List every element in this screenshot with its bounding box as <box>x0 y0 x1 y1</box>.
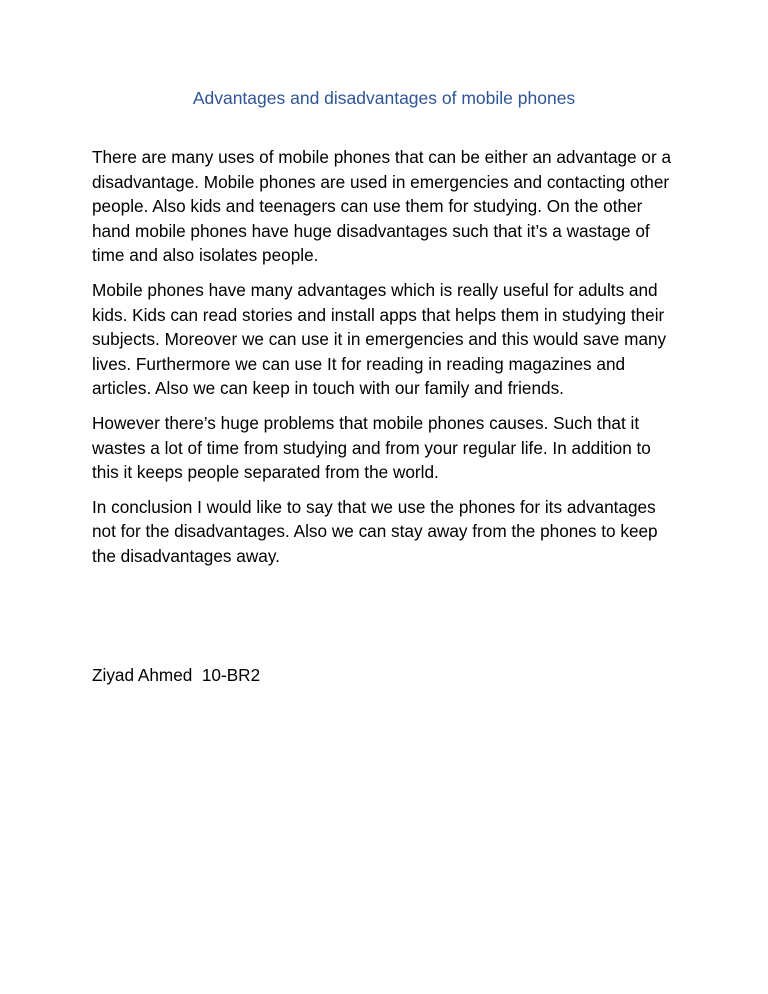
author-signature: Ziyad Ahmed 10-BR2 <box>92 665 261 685</box>
paragraph-disadvantages: However there’s huge problems that mobile phones causes. Such that it wastes a lot of time from studying and from your regular life. In addition to this it keeps people separated from the world. <box>92 412 651 483</box>
paragraph-advantages: Mobile phones have many advantages which is really useful for adults and kids. Kids can read stories and install apps that helps them in studying their subjects. Moreover we can use it in emergencies and this would save many lives. Furthermore we can use It for reading in reading magazines and articles. Also we can keep in touch with our family and friends. <box>92 279 667 399</box>
document-title: Advantages and disadvantages of mobile phones <box>192 88 576 108</box>
document-body <box>92 145 682 579</box>
paragraph-conclusion: In conclusion I would like to say that we use the phones for its advantages not for the disadvantages. Also we can stay away from the phones to keep the disadvantages away. <box>92 496 658 566</box>
paragraph-intro: There are many uses of mobile phones that can be either an advantage or a disadvantage. Mobile phones are used in emergencies and contacting other people. Also kids and teenagers can use them for studying. On the other hand mobile phones have huge disadvantages such that it’s a wastage of time and also isolates people. <box>92 147 672 266</box>
